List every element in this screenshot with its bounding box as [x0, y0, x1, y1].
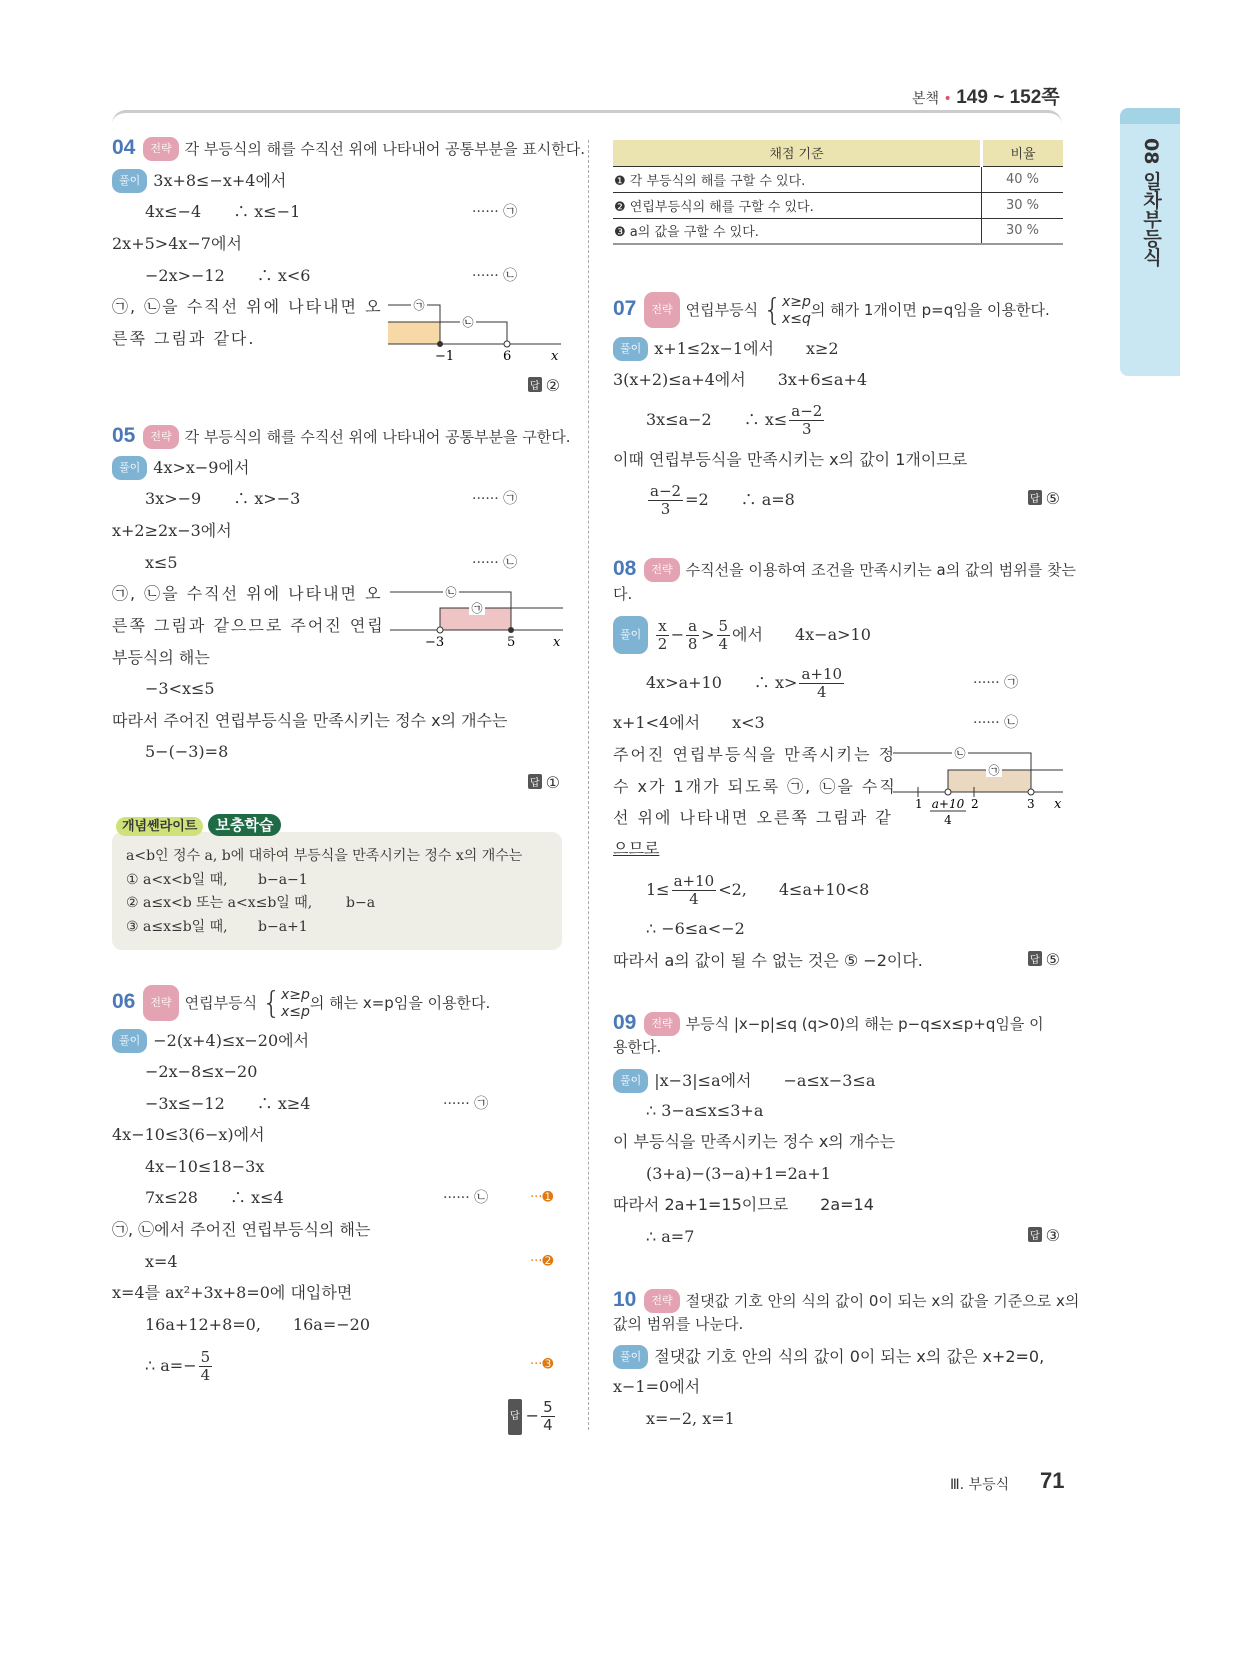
solution-line: x=4 — [145, 1252, 178, 1271]
concept-label: 개념쎈라이트 보충학습 — [116, 814, 281, 838]
diagram-label: ㉠ — [471, 602, 483, 615]
solution-line: 따라서 주어진 연립부등식을 만족시키는 정수 x의 개수는 — [112, 711, 508, 730]
solution-line: 3x>−9 ∴ x>−3 — [145, 489, 301, 508]
solution-line: 4x≤−4 ∴ x≤−1 — [145, 202, 301, 221]
table-header: 채점 기준 — [613, 140, 982, 166]
solution-line: x≤5 — [145, 553, 178, 572]
solution-line: $\frac{a-2}{3}$ =2 ∴ a=8 — [650, 482, 795, 518]
equation-marker: ······ ㉠ — [472, 204, 518, 220]
step-marker-2: ···➋ — [530, 1254, 554, 1269]
concept-line: ① a<x<b일 때, — [126, 872, 228, 888]
solution-line: 4x−10≤18−3x — [145, 1157, 265, 1176]
answer: 답 ③ — [1030, 1226, 1061, 1245]
solution-line: 이 부등식을 만족시키는 정수 x의 개수는 — [613, 1132, 896, 1151]
grading-table — [613, 140, 1063, 245]
tick-label: 6 — [503, 349, 512, 364]
solution-line: 3x≤a−2 ∴ x≤ $\frac{a-2}{3}$ — [646, 402, 823, 438]
diagram-label: ㉡ — [954, 747, 966, 760]
solution-line: 2x+5>4x−7에서 — [112, 234, 242, 253]
solution-line: 4x−10≤3(6−x)에서 — [112, 1125, 265, 1144]
problem-04-header: 04 전략 각 부등식의 해를 수직선 위에 나타내어 공통부분을 표시한다. — [112, 136, 586, 159]
solution-line: 주어진 연립부등식을 만족시키는 정 — [613, 745, 897, 764]
table-row: ❷ 연립부등식의 해를 구할 수 있다. 30 % — [613, 192, 1063, 218]
solution-line: ㉠, ㉡을 수직선 위에 나타내면 오 — [112, 297, 383, 316]
book-reference: 본책 • 149 ~ 152쪽 — [912, 87, 1060, 108]
diagram-label: ㉠ — [413, 299, 425, 312]
equation-marker: ······ ㉡ — [472, 555, 518, 571]
problem-10-header: 10 전략 절댓값 기호 안의 식의 값이 0이 되는 x의 값을 기준으로 x의 — [613, 1288, 1080, 1311]
solution-line: x=4를 ax²+3x+8=0에 대입하면 — [112, 1283, 353, 1302]
solution-line: 풀이 x+1≤2x−1에서 x≥2 — [613, 337, 839, 361]
solution-line: 풀이 −2(x+4)≤x−20에서 — [112, 1029, 309, 1053]
solution-line: 부등식의 해는 — [112, 648, 210, 667]
axis-label: x — [1054, 797, 1062, 812]
side-tab-label: 08 일차부등식 — [1140, 138, 1162, 267]
concept-value: b−a+1 — [258, 919, 308, 935]
solution-line: −3x≤−12 ∴ x≥4 — [145, 1094, 311, 1113]
solution-line: 4x>a+10 ∴ x> $\frac{a+10}{4}$ — [646, 665, 843, 701]
solution-line: 수 x가 1개가 되도록 ㉠, ㉡을 수직 — [613, 777, 897, 796]
tick-label: 3 — [1027, 797, 1035, 811]
solution-line: 16a+12+8=0, 16a=−20 — [145, 1315, 370, 1334]
side-tab[interactable] — [1120, 108, 1180, 376]
axis-label: x — [553, 635, 561, 650]
axis-label: x — [551, 349, 559, 364]
solution-line: ∴ 3−a≤x≤3+a — [646, 1101, 764, 1120]
concept-value: b−a−1 — [258, 872, 308, 888]
tick-label: 2 — [971, 797, 979, 811]
solution-line: 풀이 4x>x−9에서 — [112, 456, 249, 480]
shaded-region — [388, 322, 440, 344]
solution-line: 이때 연립부등식을 만족시키는 x의 값이 1개이므로 — [613, 450, 968, 469]
solution-line: x=−2, x=1 — [646, 1409, 735, 1428]
solution-line: ㉠, ㉡에서 주어진 연립부등식의 해는 — [112, 1220, 371, 1239]
solution-line: (3+a)−(3−a)+1=2a+1 — [646, 1164, 831, 1183]
tick-label: −1 — [435, 349, 455, 364]
open-point — [504, 341, 510, 347]
number-line-diagram-05 — [385, 580, 570, 655]
answer: 답 ① — [530, 773, 561, 792]
solution-line: 5−(−3)=8 — [145, 742, 229, 761]
column-divider — [588, 140, 589, 1430]
solution-line: 1≤ $\frac{a+10}{4}$ <2, 4≤a+10<8 — [646, 872, 870, 908]
tick-label: 4 — [944, 813, 952, 827]
table-row: ❸ a의 값을 구할 수 있다. 30 % — [613, 218, 1063, 244]
equation-marker: ······ ㉠ — [443, 1096, 489, 1112]
answer: 답 ⑤ — [1030, 950, 1061, 969]
diagram-label: ㉡ — [462, 316, 474, 329]
number-line-diagram-08 — [888, 740, 1068, 832]
solution-line: ㉠, ㉡을 수직선 위에 나타내면 오 — [112, 584, 383, 603]
tick-label: a+10 — [931, 797, 965, 811]
solution-line: x+2≥2x−3에서 — [112, 521, 232, 540]
equation-marker: ······ ㉡ — [973, 715, 1019, 731]
solution-line: 3(x+2)≤a+4에서 3x+6≤a+4 — [613, 370, 868, 389]
problem-08-header: 08 전략 수직선을 이용하여 조건을 만족시키는 a의 값의 범위를 찾는 — [613, 557, 1076, 580]
tick-label: 1 — [915, 797, 923, 811]
number-line-diagram-04 — [383, 292, 568, 367]
solution-line: ∴ a=− $\frac{5}{4}$ — [145, 1348, 211, 1384]
concept-value: b−a — [346, 895, 376, 911]
concept-line: a<b인 정수 a, b에 대하여 부등식을 만족시키는 정수 x의 개수는 — [126, 848, 523, 864]
concept-line: ③ a≤x≤b일 때, — [126, 919, 228, 935]
tick-label: 5 — [507, 635, 516, 650]
solution-line: −3<x≤5 — [145, 679, 215, 698]
equation-marker: ······ ㉡ — [472, 268, 518, 284]
problem-05-header: 05 전략 각 부등식의 해를 수직선 위에 나타내어 공통부분을 구한다. — [112, 424, 571, 447]
solution-line: 풀이 |x−3|≤a에서 −a≤x−3≤a — [613, 1069, 875, 1093]
equation-marker: ······ ㉡ — [443, 1190, 489, 1206]
solution-line: 7x≤28 ∴ x≤4 — [145, 1188, 284, 1207]
solution-line: ∴ −6≤a<−2 — [646, 919, 745, 938]
solution-line: x−1=0에서 — [613, 1377, 701, 1396]
equation-marker: ······ ㉠ — [472, 491, 518, 507]
strategy-continued: 다. — [613, 585, 633, 603]
solution-line: −2x−8≤x−20 — [145, 1062, 258, 1081]
step-marker-1: ···➊ — [530, 1190, 554, 1205]
concept-line: ② a≤x<b 또는 a<x≤b일 때, — [126, 895, 313, 911]
problem-07-header: 07 전략 연립부등식 { x≥p x≤q 의 해가 1개이면 p=q임을 이용한다. — [613, 292, 1050, 328]
top-rule — [112, 110, 1062, 127]
solution-line: 풀이 $\frac{x}{2}$ − $\frac{a}{8}$ > $\frac{5}{4}$ 에서 4x−a>10 — [613, 616, 871, 654]
closed-point — [437, 341, 443, 347]
solution-line: −2x>−12 ∴ x<6 — [145, 266, 311, 285]
solution-line: 른쪽 그림과 같다. — [112, 329, 256, 348]
equation-marker: ······ ㉠ — [973, 675, 1019, 691]
solution-line: 따라서 2a+1=15이므로 2a=14 — [613, 1195, 874, 1214]
answer: 답 ② — [530, 376, 561, 395]
solution-line: x+1<4에서 x<3 — [613, 713, 765, 732]
table-row: ❶ 각 부등식의 해를 구할 수 있다. 40 % — [613, 166, 1063, 192]
tick-label: −3 — [425, 635, 445, 650]
answer: 답 − $\frac{5}{4}$ — [510, 1398, 553, 1434]
answer: 답 ⑤ — [1030, 489, 1061, 508]
strategy-continued: 용한다. — [613, 1038, 662, 1056]
solution-line: 풀이 3x+8≤−x+4에서 — [112, 169, 286, 193]
table-header: 비율 — [1010, 147, 1036, 163]
problem-09-header: 09 전략 부등식 |x−p|≤q (q>0)의 해는 p−q≤x≤p+q임을 이 — [613, 1011, 1044, 1034]
page-number: 71 — [1040, 1468, 1065, 1493]
step-marker-3: ···➌ — [530, 1357, 554, 1372]
solution-line: ∴ a=7 — [646, 1227, 695, 1246]
diagram-label: ㉡ — [445, 586, 457, 599]
problem-06-header: 06 전략 연립부등식 { x≥p x≤p 의 해는 x=p임을 이용한다. — [112, 985, 491, 1021]
strategy-continued: 값의 범위를 나눈다. — [613, 1315, 744, 1333]
solution-line: 선 위에 나타내면 오른쪽 그림과 같 — [613, 808, 893, 827]
chapter-label: Ⅲ. 부등식 — [950, 1477, 1010, 1493]
solution-line: 풀이 절댓값 기호 안의 식의 값이 0이 되는 x의 값은 x+2=0, — [613, 1345, 1044, 1369]
diagram-label: ㉠ — [988, 764, 1000, 777]
solution-line: 따라서 a의 값이 될 수 없는 것은 ⑤ −2이다. — [613, 951, 923, 970]
solution-line: 른쪽 그림과 같으므로 주어진 연립 — [112, 616, 385, 635]
solution-line: 으므로 — [613, 839, 660, 858]
